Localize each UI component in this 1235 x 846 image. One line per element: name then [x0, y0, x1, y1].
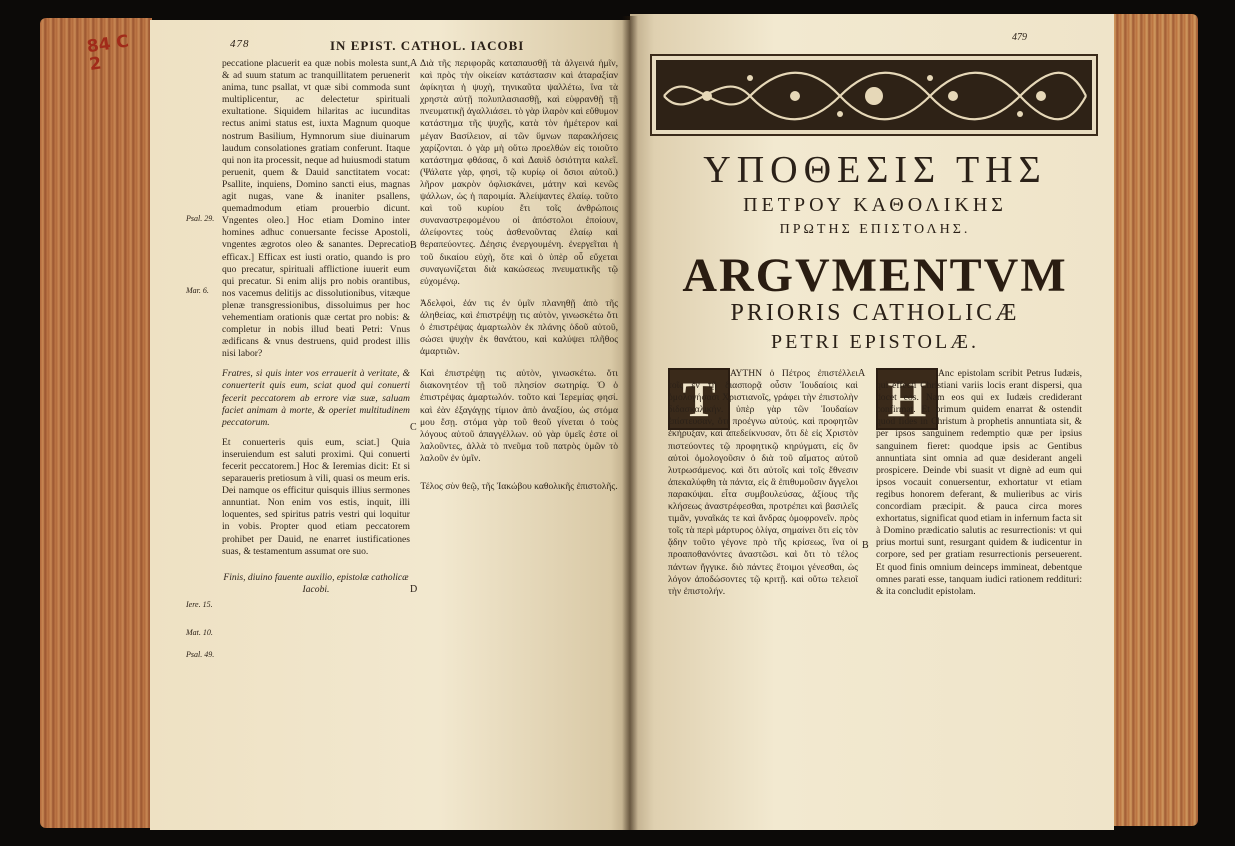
- margin-note: Psal. 29.: [186, 214, 215, 223]
- latin-finis: Finis, diuino fauente auxilio, epistolæ catholicæ Iacobi.: [223, 571, 409, 595]
- margin-note: Psal. 49.: [186, 650, 215, 659]
- latin-commentary: Et conuerteris quis eum, sciat.] Quia inseruiendum est saluti proximi. Qui conuerti fecerit peccatorem.] Hoc & Ieremias dicit: Et si separaueris pretiosum à vili, quasi os meum eris. Dei namque os efficitur quisquis illius sermones annuntiat. Non enim vos estis, inquit, illi loquentes, sed spiritus patris vestri qui loquitur in vobis. Propter quod etiam peccatorem prohibet per Dauid, ne enarret iustificationes suas, & testamentum assumat ore suo.: [222, 436, 410, 557]
- margin-note: Mat. 10.: [186, 628, 213, 637]
- greek-dropcap: Τ: [668, 368, 730, 430]
- latin-scripture-verse: Fratres, si quis inter vos errauerit à veritate, & conuerterit quis eum, sciat quod qui conuerti fecerit peccatorem ab errore viæ suæ, saluam faciet animam à morte, & operiet multitudinem peccatorum.: [222, 368, 410, 428]
- title-greek-line-2: ΠΕΤΡΟΥ ΚΑΘΟΛΙΚΗΣ: [743, 194, 1007, 216]
- section-mark: A: [858, 368, 866, 379]
- margin-note: Iere. 15.: [186, 600, 213, 609]
- title-latin-line-3: PETRI EPISTOLÆ.: [771, 331, 979, 353]
- ornamental-headpiece: [650, 54, 1098, 136]
- title-latin-line-1: ARGVMENTVM: [682, 249, 1068, 302]
- right-page-number: 479: [1012, 32, 1027, 43]
- library-stamp: 84 C 2: [85, 31, 131, 75]
- section-mark: A: [410, 58, 418, 69]
- title-greek-line-3: ΠΡΩΤΗΣ ΕΠΙΣΤΟΛΗΣ.: [779, 222, 971, 237]
- greek-column-left: [420, 58, 618, 493]
- greek-paragraph: Διὰ τῆς περιφορᾶς καταπαυσθῇ τὰ ἀλγεινά ἡμῖν, καὶ πρὸς τὴν οἰκείαν κατάστασιν καὶ ἀταραξίαν ἀφίκηται ἡ ψυχὴ, τηνικαῦτα ψαλλέτω, ἵνα τὰ χρηστὰ αὐτῇ πολυπλασιασθῇ, καὶ εὐφρανθῇ τῇ πνευματικῇ ἀγαλλιάσει. τὸ γὰρ ἱλαρὸν καὶ εὔθυμον κατάστημα τῆς ψυχῆς, κατὰ τὸν ἡμέτερον καὶ μέγαν Βασίλειον, αἱ τῶν ὕμνων παρακλήσεις χαρίζονται. ὁ γὰρ μὴ οὕτω προελθὼν εἰς τοιοῦτο κατάστημα φθάσας, ὃ καὶ Δαυὶδ ὁσιότητα καλεῖ. (Ψάλατε γὰρ, φησὶ, τῷ κυρίῳ οἱ ὅσιοι αὐτοῦ.) λῆρον μακρὸν ὀφλισκάνει, μάτην καὶ κενῶς ψάλλων, ὡς ἡ παροιμία. Ἀλείψαντες ἐλαίῳ. τοῦτο καὶ τοῦ κυρίου ἔτι τοῖς ἀνθρώποις συναναστρεφομένου οἱ ἀπόστολοι ἐποίουν, ἀλείφοντες τοὺς ἀσθενοῦντας ἐλαίῳ καὶ θεραπεύοντες. Δέησις ἐνεργουμένη. ἐνεργεῖται ἡ τοῦ δικαίου εὐχὴ, ὅτε καὶ ὁ ὑπὲρ οὗ εὔχεται συναγωνίζεται διὰ κακώσεως πνευματικῆς τῷ εὐχομένῳ.: [420, 58, 618, 287]
- running-title: IN EPIST. CATHOL. IACOBI: [330, 38, 525, 53]
- latin-dropcap: H: [876, 368, 938, 430]
- section-mark: D: [410, 584, 418, 595]
- greek-column-right: [668, 368, 858, 598]
- margin-note: Mar. 6.: [186, 286, 209, 295]
- greek-scripture-verse: Ἀδελφοὶ, ἐάν τις ἐν ὑμῖν πλανηθῇ ἀπὸ τῆς ἀληθείας, καὶ ἐπιστρέψῃ τις αὐτὸν, γινωσκέτω ὅτι ὁ ἐπιστρέψας ἁμαρτωλὸν ἐκ πλάνης ὁδοῦ αὐτοῦ, σώσει ψυχὴν ἐκ θανάτου, καὶ καλύψει πλῆθος ἁμαρτιῶν.: [420, 297, 618, 358]
- section-mark: C: [410, 422, 417, 433]
- title-greek-line-1: ΥΠΟΘΕΣΙΣ ΤΗΣ: [703, 149, 1047, 191]
- title-latin-line-2: PRIORIS CATHOLICÆ: [730, 300, 1020, 326]
- book-edge-left: [40, 18, 152, 828]
- greek-finis: Τέλος σὺν θεῷ, τῆς Ἰακώβου καθολικῆς ἐπιστολῆς.: [420, 481, 618, 492]
- book-edge-right: [1112, 14, 1198, 826]
- section-mark: B: [410, 240, 417, 251]
- section-mark: B: [862, 540, 869, 551]
- greek-argument: ΑΥΤΗΝ ὁ Πέτρος ἐπιστέλλει τοῖς ἐν τῇ διασπορᾷ οὖσιν Ἰουδαίοις καὶ ὁμολογήσασι Χριστιανοῖς, γράφει τὴν ἐπιστολὴν διδασκαλικήν. ὑπὲρ γὰρ τῶν Ἰουδαίων ἐπίστευσαν, ὅτι προέγνω αὐτούς. καὶ προφητῶν ἐκήρυξαν, καὶ ἀπεδείκνυσαν, ὅτι δὲ εἰς Χριστὸν πιστεύοντες τῷ προφητικῷ κηρύγματι, εἰς ὃν αὐτοὶ ὁμολογοῦσιν ὁ διὰ τοῦ αἵματος αὐτοῦ λυτρωσάμενος. καὶ ὅτι αὐτοῖς καὶ τοῖς ἔθνεσιν ἀπεκαλύφθη τὰ πάντα, εἰς ἃ ἐπιθυμοῦσιν ἄγγελοι παρακύψαι. εἶτα συμβουλεύσας, ἀξίους τῆς κλήσεως ἀναστρέφεσθαι, προτρέπει καὶ βασιλεῖς τιμᾶν, γυναῖκάς τε καὶ ἄνδρας ὁμοφρονεῖν. πρὸς τοῖς τὰ περὶ μάρτυρος ὀλίγα, σημαίνει ὅτι εἰς τὸν ᾅδην τοῦτο γέγονε πρὸ τῆς κρίσεως, ἵνα οἱ προαποθανόντες ἀναστῶσι. καὶ ὅτι τὸ τέλος πάντων ἤγγικε. διὸ πάντες ἕτοιμοι γένεσθαι, ὡς λόγον ἀποδώσοντες τῷ κριτῇ. καὶ οὕτω τελειοῖ τὴν ἐπιστολήν.: [668, 368, 858, 597]
- latin-paragraph: peccatione placuerit ea quæ nobis molesta sunt, & ad suum statum ac tranquillitatem peruenerit anima, tunc psallat, vt quæ sibi commoda sunt multiplicentur, ac delectetur spirituali exultatione. Siquidem hilaritas ac iucunditas rectus animi status est, iuxta Magnum quoque nostrum Basilium, Hymnorum siue diuinarum laudum consolationes gratiam conferunt. Itaque qui non ita processit, neque ad huiusmodi statum peruenit, quem & Dauid sanctitatem vocat: Psallite, inquiens, Domino sancti eius, magnas agit nugas, vane & inaniter psallens, quemadmodum etiam prouerbio dicunt. Vngentes oleo.] Hoc etiam Domino inter homines adhuc conuersante fecisse Apostoli, vngentes ægrotos oleo & sanantes. Deprecatio efficax.] Efficax est iusti oratio, quando is pro quo precatur, spirituali afflictione iuuerit eum qui precatur. Si enim alijs pro nobis orantibus, nos vacemus delitijs ac dissolutionibus, vitæque plenæ transgressionibus, dissoluimus per hoc vehementiam orationis quæ certat pro nobis: & completur in nobis illud beati Petri: Vnus ædificans & vnus destruens, quid prodest illis nisi labor?: [222, 58, 410, 360]
- latin-argument: Anc epistolam scribit Petrus Iudæis, qui effecti Christiani variis locis erant dispersi, qua docet eos. Nam eos qui ex Iudæis crediderant confirmat. Et primum quidem enarrat & ostendit quod fides in Christum à prophetis annuntiata sit, & per ipsos sanguinem redemptio quæ per ipsius sanguinem fieret: quodque ipsis ac Gentibus annuntiata sint omnia ad quæ desiderant angeli prospicere. Deinde vbi suasit vt dignè ad eum qui ipsos vocauit conuersentur, exhortatur vt etiam regibus honorem deferant, & mulieribus ac viris concordiam præcipit. & pauca circa mores exhortatus, significat quod etiam in infernum facta sit à Domino prædicatio salutis ac resurrectionis: vt qui prius mortui sunt, resurgant quidem & iudicentur in corpore, sed per gratiam resurrectionis perseuerent. Et quod finis omnium deinceps immineat, debentque omnes parati esse, tanquam iudici rationem reddituri: & ita concludit epistolam.: [876, 368, 1082, 597]
- greek-commentary: Καὶ ἐπιστρέψῃ τις αὐτὸν, γινωσκέτω. ὅτι διακονητέον τῇ τοῦ πλησίον σωτηρίᾳ. Ὁ ὁ ἐπιστρέψας ἁμαρτωλόν. τοῦτο καὶ Ἱερεμίας φησί. καὶ ἐὰν ἐξαγάγῃς τίμιον ἀπὸ ἀναξίου, ὡς στόμα μου ἔσῃ. στόμα γὰρ τοῦ θεοῦ γίνεται ὁ τοὺς λόγους αὐτοῦ ἀπαγγέλλων. οὐ γὰρ ὑμεῖς ἐστε οἱ λαλοῦντες, ἀλλὰ τὸ πνεῦμα τοῦ πατρὸς ὑμῶν τὸ λαλοῦν ἐν ὑμῖν.: [420, 368, 618, 464]
- latin-column-left: [222, 58, 410, 596]
- book-gutter: [622, 16, 638, 830]
- latin-column-right: [876, 368, 1082, 598]
- left-page-number: 478: [230, 38, 250, 50]
